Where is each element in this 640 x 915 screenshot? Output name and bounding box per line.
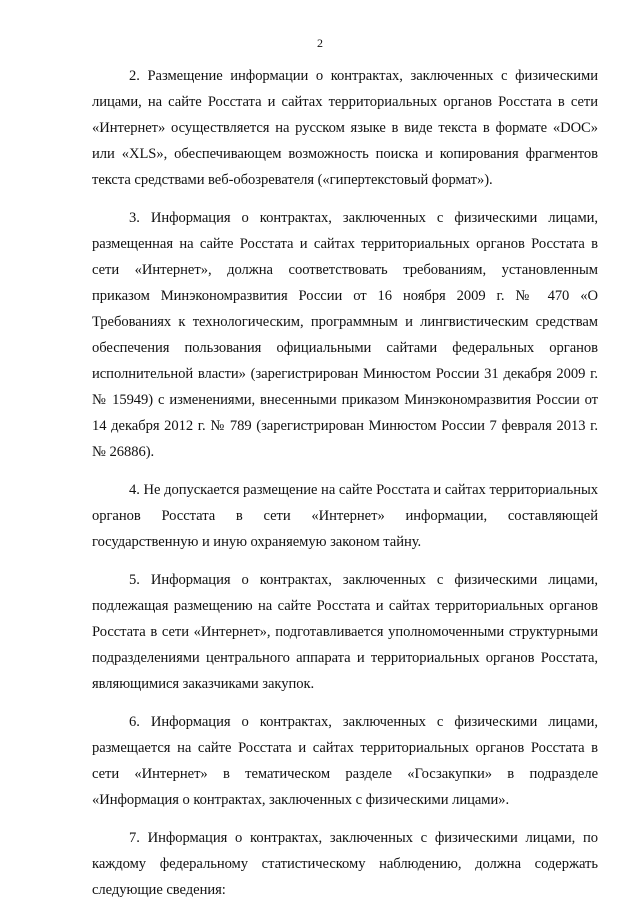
document-body bbox=[92, 63, 598, 915]
paragraph-4: 4. Не допускается размещение на сайте Росстата и сайтах территориальных органов Росстата в сети «Интернет» информации, составляющей государственную и иную охраняемую законом тайну. bbox=[92, 482, 598, 550]
paragraph-7: 7. Информация о контрактах, заключенных с физическими лицами, по каждому федеральному статистическому наблюдению, должна содержать следующие сведения: bbox=[92, 830, 598, 898]
paragraph-3: 3. Информация о контрактах, заключенных с физическими лицами, размещенная на сайте Росстата и сайтах территориальных органов Росстата в сети «Интернет», должна соответствовать требованиям, установленным приказом Минэкономразвития России от 16 ноября 2009 г. № 470 «О Требованиях к технологическим, программным и лингвистическим средствам обеспечения пользования официальными сайтами федеральных органов исполнительной власти» (зарегистрирован Минюстом России 31 декабря 2009 г. № 15949) с изменениями, внесенными приказом Минэкономразвития России от 14 декабря 2012 г. № 789 (зарегистрирован Минюстом России 7 февраля 2013 г. № 26886). bbox=[92, 210, 598, 460]
page-number: 2 bbox=[317, 36, 323, 50]
paragraph-6: 6. Информация о контрактах, заключенных с физическими лицами, размещается на сайте Росстата и сайтах территориальных органов Росстата в сети «Интернет» в тематическом разделе «Госзакупки» в подразделе «Информация о контрактах, заключенных с физическими лицами». bbox=[92, 714, 598, 808]
paragraph-5: 5. Информация о контрактах, заключенных с физическими лицами, подлежащая размещению на сайте Росстата и сайтах территориальных органов Росстата в сети «Интернет», подготавливается уполномоченными структурными подразделениями центрального аппарата и территориальных органов Росстата, являющимися заказчиками закупок. bbox=[92, 572, 598, 692]
paragraph-2: 2. Размещение информации о контрактах, заключенных с физическими лицами, на сайте Росстата и сайтах территориальных органов Росстата в сети «Интернет» осуществляется на русском языке в виде текста в формате «DOC» или «XLS», обеспечивающем возможность поиска и копирования фрагментов текста средствами веб-обозревателя («гипертекстовый формат»). bbox=[92, 68, 598, 188]
